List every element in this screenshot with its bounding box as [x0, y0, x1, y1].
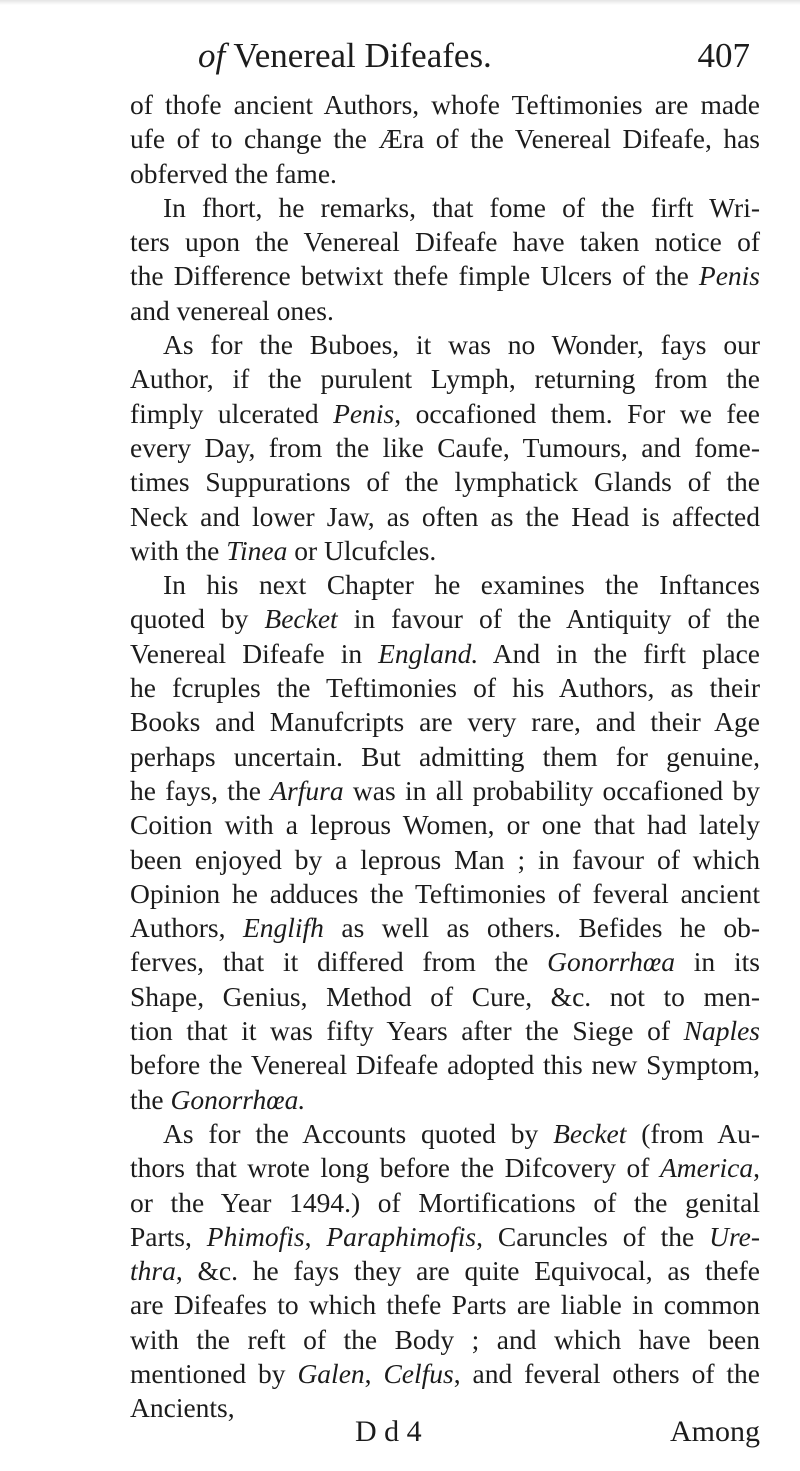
text-run: in favour of the Antiquity of the [337, 603, 760, 635]
text-run: Shape, Genius, Method of Cure, &c. not to men- [130, 980, 760, 1012]
catchword: Among [670, 1415, 760, 1448]
text-line [130, 705, 760, 739]
text-line [130, 362, 760, 396]
italic-run: Paraphimofis [326, 1220, 477, 1252]
text-run: Ancients, [130, 1392, 235, 1424]
text-run: as well as others. Befides he ob- [323, 912, 760, 944]
text-line [130, 122, 760, 156]
body-text [130, 88, 760, 1426]
text-run: fimply ulcerated [130, 397, 334, 429]
italic-run: Englifh [242, 912, 324, 944]
text-line [130, 1083, 760, 1117]
text-line [130, 1323, 760, 1357]
text-run: obferved the fame. [130, 157, 337, 189]
text-run: are Difeafes to which thefe Parts are liable in common [130, 1289, 760, 1321]
text-run: he fcruples the Teftimonies of his Authors, as their [130, 672, 760, 704]
text-line [130, 774, 760, 808]
text-run: in its [674, 946, 760, 978]
italic-run: thra [130, 1255, 176, 1287]
text-run: , and feveral others of the [453, 1357, 760, 1389]
text-run: thors that wrote long before the Difcovery of [130, 1152, 660, 1184]
page-number: 407 [697, 36, 750, 75]
text-run: times Suppurations of the lymphatick Glands of the [130, 466, 760, 498]
text-line [130, 1357, 760, 1391]
text-run: , [304, 1220, 327, 1252]
page-footer [130, 1414, 760, 1450]
text-run: , [364, 1357, 384, 1389]
text-line [130, 911, 760, 945]
page-header [150, 36, 750, 76]
text-run: and venereal ones. [130, 294, 334, 326]
text-line [130, 808, 760, 842]
italic-run: Ure- [709, 1220, 761, 1252]
text-run: the [130, 1083, 171, 1115]
text-line [130, 397, 760, 431]
italic-run: Becket [264, 603, 338, 635]
text-run: quoted by [130, 603, 265, 635]
text-line [130, 740, 760, 774]
text-run: mentioned by [130, 1357, 298, 1389]
text-run: or the Year 1494.) of Mortifications of the genital [130, 1186, 760, 1218]
running-title [198, 36, 492, 76]
text-line [130, 534, 760, 568]
text-line [130, 945, 760, 979]
italic-run: Tinea [226, 534, 288, 566]
text-line [130, 1117, 760, 1151]
text-run: Parts, [130, 1220, 207, 1252]
text-run: , [753, 1152, 760, 1184]
italic-run: Gonorrhœa. [170, 1083, 306, 1115]
italic-run: Galen [297, 1357, 365, 1389]
text-run: Books and Manufcripts are very rare, and their Age [130, 706, 760, 738]
text-run: In fhort, he remarks, that fome of the firft Wri- [163, 191, 760, 223]
text-run: with the reft of the Body ; and which have been [130, 1323, 760, 1355]
text-line [130, 259, 760, 293]
text-line [130, 1220, 760, 1254]
text-run: the Difference betwixt thefe fimple Ulcers of the [130, 260, 699, 292]
text-run: , &c. he fays they are quite Equivocal, as thefe [175, 1255, 760, 1287]
text-run: Coition with a leprous Women, or one that had lately [130, 809, 760, 841]
text-run: or Ulcufcles. [287, 534, 437, 566]
italic-run: Gonorrhœa [547, 946, 675, 978]
text-line [130, 568, 760, 602]
text-run: And in the firft place [478, 637, 760, 669]
text-run: Authors, [130, 912, 243, 944]
italic-run: Arfura [270, 774, 344, 806]
text-line [130, 157, 760, 191]
text-line [130, 637, 760, 671]
text-line [130, 88, 760, 122]
text-run: tion that it was fifty Years after the Siege of [130, 1015, 684, 1047]
text-run: before the Venereal Difeafe adopted this new Symptom, [130, 1049, 760, 1081]
italic-run: Becket [553, 1117, 627, 1149]
italic-run: Penis [698, 260, 760, 292]
running-title-text: Venereal Difeafes. [233, 36, 492, 75]
text-run: , Caruncles of the [476, 1220, 710, 1252]
text-line [130, 431, 760, 465]
text-run: (from Au- [626, 1117, 760, 1149]
text-line [130, 1186, 760, 1220]
text-line [130, 1254, 760, 1288]
text-run: with the [130, 534, 227, 566]
text-line [130, 1048, 760, 1082]
italic-run: America [659, 1152, 754, 1184]
text-run: ters upon the Venereal Difeafe have taken notice of [130, 226, 760, 258]
page-edge-shadow [0, 0, 800, 5]
text-run: Author, if the purulent Lymph, returning from the [130, 363, 760, 395]
text-line [130, 294, 760, 328]
text-line [130, 191, 760, 225]
text-line [130, 843, 760, 877]
text-run: , occafioned them. For we fee [394, 397, 760, 429]
text-line [130, 1014, 760, 1048]
text-line [130, 328, 760, 362]
text-run: Venereal Difeafe in [130, 637, 379, 669]
text-run: Opinion he adduces the Teftimonies of feveral ancient [130, 877, 760, 909]
text-run: was in all probability occafioned by [343, 774, 760, 806]
text-line [130, 1151, 760, 1185]
text-line [130, 671, 760, 705]
text-line [130, 1288, 760, 1322]
text-run: of thofe ancient Authors, whofe Teftimonies are made [130, 89, 760, 120]
text-run: been enjoyed by a leprous Man ; in favour of which [130, 843, 760, 875]
text-run: As for the Buboes, it was no Wonder, fays our [163, 329, 760, 361]
text-run: ufe of to change the Æra of the Venereal Difeafe, has [130, 123, 760, 155]
text-run: As for the Accounts quoted by [163, 1117, 554, 1149]
text-run: he fays, the [130, 774, 271, 806]
italic-run: Penis [333, 397, 395, 429]
signature-mark: D d 4 [355, 1415, 422, 1448]
text-line [130, 602, 760, 636]
text-line [130, 877, 760, 911]
italic-run: Naples [683, 1015, 760, 1047]
text-line [130, 980, 760, 1014]
italic-run: Phimofis [206, 1220, 305, 1252]
italic-run: Celfus [383, 1357, 454, 1389]
text-run: every Day, from the like Caufe, Tumours, and fome- [130, 431, 760, 463]
running-title-of: of [198, 36, 226, 75]
text-line [130, 465, 760, 499]
text-run: ferves, that it differed from the [130, 946, 548, 978]
text-line [130, 500, 760, 534]
text-run: Neck and lower Jaw, as often as the Head is affected [130, 500, 760, 532]
text-line [130, 225, 760, 259]
text-run: perhaps uncertain. But admitting them for genuine, [130, 740, 760, 772]
italic-run: England. [378, 637, 479, 669]
text-run: In his next Chapter he examines the Inftances [163, 569, 760, 601]
